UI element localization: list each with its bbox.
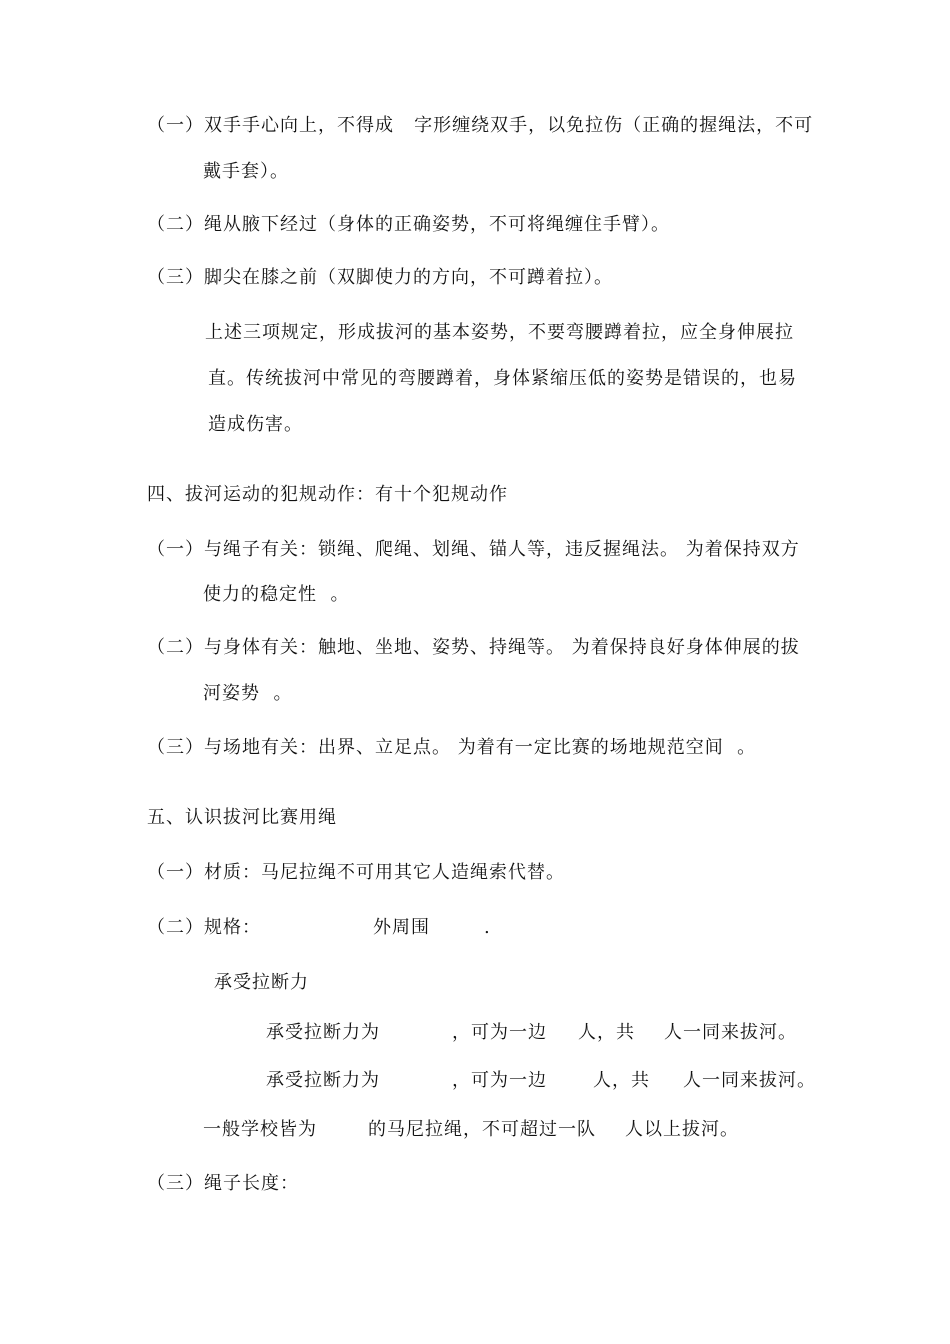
rope-spec-dot: . [484,917,491,938]
tension-row-2-b: ，可为一边 [452,1070,547,1091]
foul-item-2-line-1: （二）与身体有关：触地、坐地、姿势、持绳等。 为着保持良好身体伸展的拔 [147,637,800,658]
foul-item-1-line-2: 使力的稳定性 。 [203,584,350,605]
foul-item-1-line-1: （一）与绳子有关：锁绳、爬绳、划绳、锚人等，违反握绳法。 为着保持双方 [147,539,800,560]
tension-row-1-b: ，可为一边 [452,1022,547,1043]
foul-item-3: （三）与场地有关：出界、立足点。 为着有一定比赛的场地规范空间 。 [147,737,757,758]
tension-row-2-c: 人，共 [593,1070,650,1091]
rule-item-1-line-2: 戴手套）。 [203,161,289,182]
school-rope-b: 的马尼拉绳，不可超过一队 [368,1119,596,1140]
rope-spec-label: （二）规格： [147,917,261,938]
tension-row-2-d: 人一同来拔河。 [683,1070,816,1091]
school-rope-a: 一般学校皆为 [203,1119,317,1140]
rope-material: （一）材质：马尼拉绳不可用其它人造绳索代替。 [147,862,565,883]
note-line-3: 造成伤害。 [208,414,303,435]
rule-item-2: （二）绳从腋下经过（身体的正确姿势，不可将绳缠住手臂）。 [147,214,670,235]
tension-row-2-a: 承受拉断力为 [266,1070,380,1091]
note-line-2: 直。传统拔河中常见的弯腰蹲着，身体紧缩压低的姿势是错误的，也易 [208,368,797,389]
rope-length-label: （三）绳子长度： [147,1173,299,1194]
tension-row-1-a: 承受拉断力为 [266,1022,380,1043]
school-rope-c: 人以上拔河。 [625,1119,739,1140]
rule-item-1-line-1: （一）双手手心向上，不得成 字形缠绕双手，以免拉伤（正确的握绳法，不可 [147,115,814,136]
rope-spec-circumference: 外周围 [373,917,430,938]
tension-label: 承受拉断力 [214,972,309,993]
foul-item-2-line-2: 河姿势 。 [203,683,293,704]
section-4-heading: 四、拔河运动的犯规动作：有十个犯规动作 [147,484,508,505]
tension-row-1-c: 人，共 [578,1022,635,1043]
note-line-1: 上述三项规定，形成拔河的基本姿势，不要弯腰蹲着拉，应全身伸展拉 [205,322,794,343]
rule-item-3: （三）脚尖在膝之前（双脚使力的方向，不可蹲着拉）。 [147,267,613,288]
section-5-heading: 五、认识拔河比赛用绳 [147,807,337,828]
tension-row-1-d: 人一同来拔河。 [664,1022,797,1043]
